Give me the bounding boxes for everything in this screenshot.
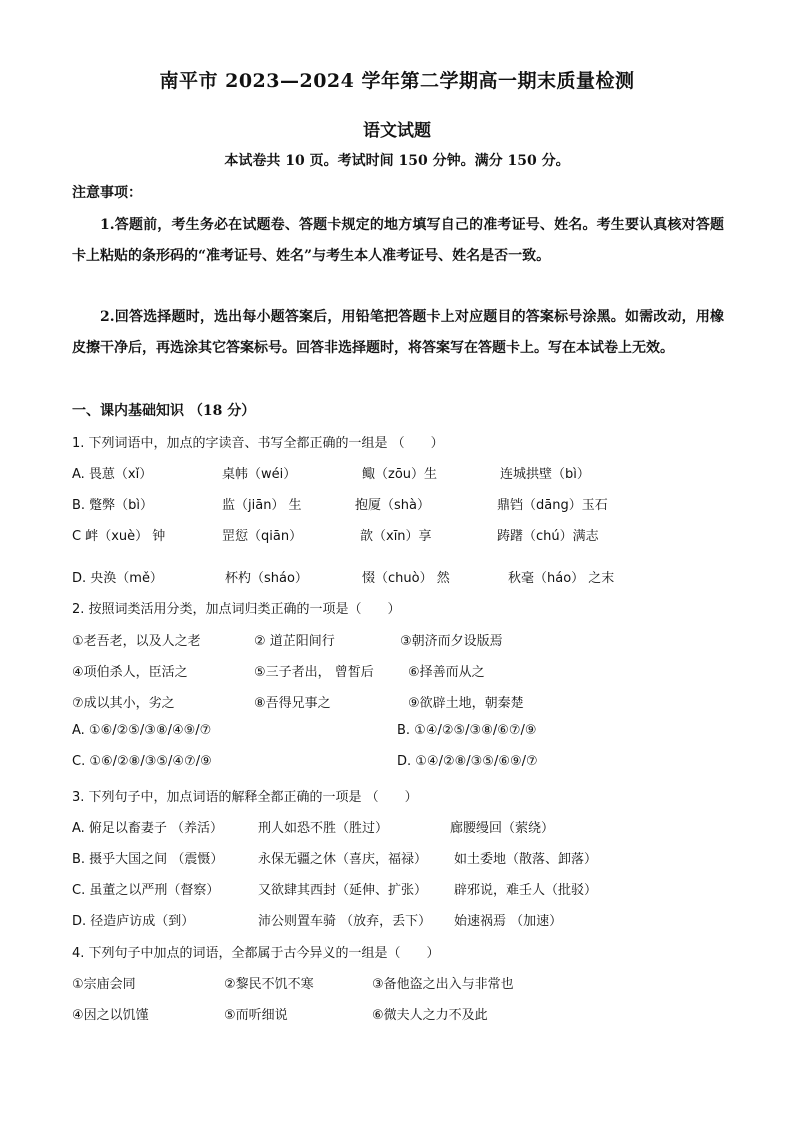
option-cell: 如土委地（散落、卸落）: [454, 852, 598, 867]
option-cell: 鼎铛（dāng）玉石: [497, 498, 608, 513]
notice-item-1: 1.答题前，考生务必在试题卷、答题卡规定的地方填写自己的准考证号、姓名。考生要认真核对答题卡上粘贴的条形码的“准考证号、姓名”与考生本人准考证号、姓名是否一致。: [72, 217, 724, 264]
question-1-option-c: [72, 525, 722, 543]
question-4-stem: 4. 下列句子中加点的词语，全都属于古今异义的一组是（ ）: [72, 946, 440, 961]
item-cell: ② 道芷阳间行: [254, 634, 335, 649]
item-cell: ⑥微夫人之力不及此: [372, 1008, 488, 1023]
option-cell: 抱厦（shà）: [355, 498, 430, 513]
option-cell: 始速祸焉 （加速）: [454, 914, 563, 929]
option-cell: 又欲肆其西封（延伸、扩张）: [258, 883, 428, 898]
question-3-option-b: [72, 848, 722, 866]
option-cell: 监（jiān） 生: [222, 498, 302, 513]
item-cell: ③备他盗之出入与非常也: [372, 977, 514, 992]
question-2-options-cd: [72, 754, 722, 772]
option-cell: 歆（xīn）享: [360, 529, 432, 544]
option-a: A. ①⑥/②⑤/③⑧/④⑨/⑦: [72, 723, 212, 738]
option-cell: 廊腰缦回（萦绕）: [450, 821, 555, 836]
question-1-option-d: [72, 567, 722, 585]
option-cell: 杯杓（sháo）: [225, 571, 308, 586]
item-cell: ⑧吾得兄事之: [254, 696, 331, 711]
option-cell: 秋毫（háo） 之末: [508, 571, 615, 586]
item-cell: ⑨欲辟土地，朝秦楚: [408, 696, 524, 711]
option-d: D. ①④/②⑧/③⑤/⑥⑨/⑦: [397, 754, 538, 769]
question-1-option-b: [72, 494, 722, 512]
item-cell: ①宗庙会同: [72, 977, 136, 992]
question-2-stem: 2. 按照词类活用分类，加点词归类正确的一项是（ ）: [72, 602, 401, 617]
option-cell: 踌躇（chú）满志: [497, 529, 599, 544]
question-2-options-ab: [72, 723, 722, 741]
option-cell: D. 央涣（mě）: [72, 571, 163, 586]
question-4-items-row-1: [72, 973, 722, 991]
option-cell: A. 畏葸（xǐ）: [72, 467, 153, 482]
question-2-items-row-2: [72, 661, 722, 679]
notice-item-2: 2.回答选择题时，选出每小题答案后，用铅笔把答题卡上对应题目的答案标号涂黑。如需改动，用橡皮擦干净后，再选涂其它答案标号。回答非选择题时，将答案写在答题卡上。写在本试卷上无效。: [72, 309, 724, 356]
item-cell: ⑤而听细说: [224, 1008, 288, 1023]
option-c: C. ①⑥/②⑧/③⑤/④⑦/⑨: [72, 754, 212, 769]
question-1-stem: 1. 下列词语中，加点的字读音、书写全都正确的一组是 （ ）: [72, 436, 444, 451]
exam-title: 南平市 2023—2024 学年第二学期高一期末质量检测: [159, 70, 635, 92]
item-cell: ⑤三子者出， 曾皙后: [254, 665, 374, 680]
option-cell: B. 蹩弊（bì）: [72, 498, 154, 513]
option-cell: 沛公则置车骑 （放弃，丢下）: [258, 914, 432, 929]
option-cell: 辟邪说，难壬人（批驳）: [454, 883, 598, 898]
option-cell: D. 径造庐访成（到）: [72, 914, 195, 929]
item-cell: ⑦成以其小，劣之: [72, 696, 175, 711]
question-4-items-row-2: [72, 1004, 722, 1022]
notice-heading: 注意事项：: [72, 185, 142, 201]
question-1-option-a: [72, 463, 722, 481]
option-cell: A. 俯足以畜妻子 （养活）: [72, 821, 224, 836]
option-cell: 惙（chuò） 然: [362, 571, 450, 586]
question-3-stem: 3. 下列句子中，加点词语的解释全都正确的一项是 （ ）: [72, 790, 418, 805]
section-heading: 一、课内基础知识 （18 分）: [72, 403, 256, 419]
item-cell: ①老吾老，以及人之老: [72, 634, 201, 649]
question-3-option-a: [72, 817, 722, 835]
option-cell: C 衅（xuè） 钟: [72, 529, 166, 544]
item-cell: ④项伯杀人，臣活之: [72, 665, 188, 680]
option-cell: 刑人如恐不胜（胜过）: [258, 821, 389, 836]
option-cell: B. 摄乎大国之间 （震慑）: [72, 852, 224, 867]
item-cell: ②黎民不饥不寒: [224, 977, 314, 992]
item-cell: ③朝济而夕设版焉: [400, 634, 503, 649]
question-3-option-c: [72, 879, 722, 897]
item-cell: ④因之以饥馑: [72, 1008, 149, 1023]
question-2-items-row-3: [72, 692, 722, 710]
question-3-option-d: [72, 910, 722, 928]
question-2-items-row-1: [72, 630, 722, 648]
option-cell: C. 虽董之以严刑（督察）: [72, 883, 220, 898]
option-b: B. ①④/②⑤/③⑧/⑥⑦/⑨: [397, 723, 537, 738]
exam-subtitle: 语文试题: [363, 121, 431, 141]
option-cell: 桌帏（wéi）: [222, 467, 297, 482]
exam-info: 本试卷共 10 页。考试时间 150 分钟。满分 150 分。: [224, 153, 570, 169]
option-cell: 永保无疆之休（喜庆，福禄）: [258, 852, 428, 867]
option-cell: 鲰（zōu）生: [362, 467, 438, 482]
option-cell: 连城拱壁（bì）: [500, 467, 590, 482]
item-cell: ⑥择善而从之: [408, 665, 485, 680]
option-cell: 罡愆（qiān）: [222, 529, 303, 544]
